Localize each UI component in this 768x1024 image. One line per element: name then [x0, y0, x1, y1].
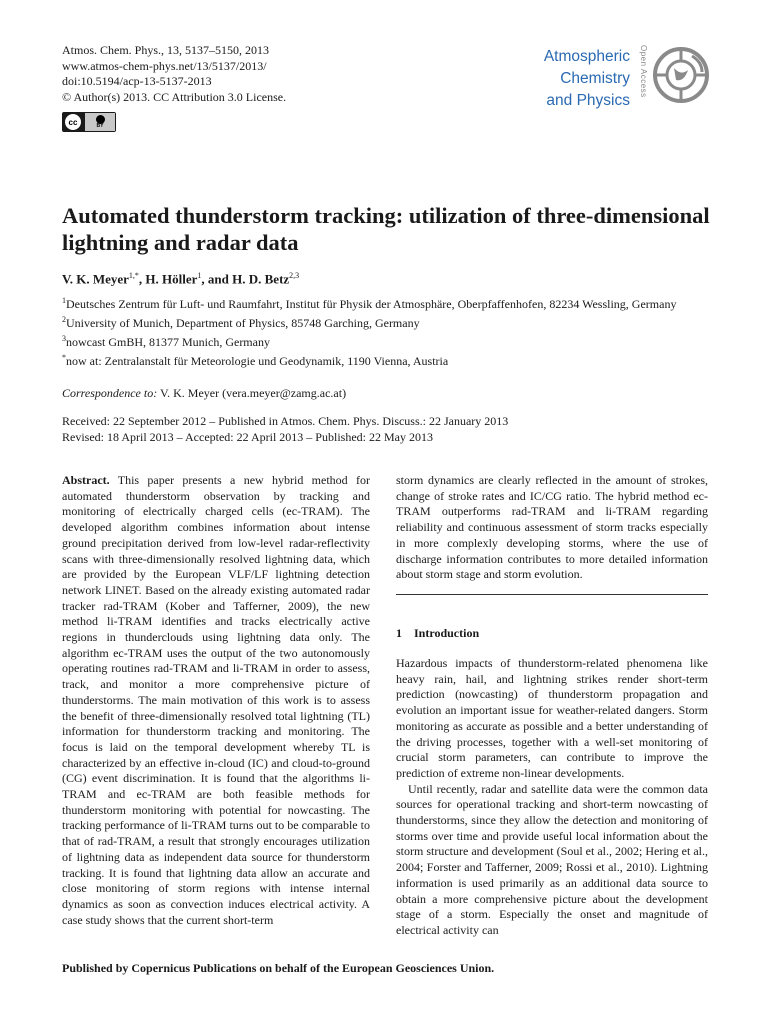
publication-dates [62, 414, 508, 445]
logo-line-1: Atmospheric [543, 48, 630, 65]
abstract-label: Abstract. [62, 473, 110, 487]
author-separator: , [138, 271, 146, 287]
author-affil-mark: 1,* [128, 271, 139, 280]
author-name: H. Höller [145, 271, 198, 287]
affiliation-text: nowcast GmBH, 81377 Munich, Germany [66, 335, 270, 349]
affiliation-mark: * [62, 353, 66, 362]
affiliation [62, 312, 712, 331]
section-heading [396, 626, 479, 641]
author-affil-mark: 2,3 [289, 271, 300, 280]
abstract-text: This paper presents a new hybrid method for automated thunderstorm observation by tracking and monitoring of electrically charged cells (ec-TRAM). The developed algorithm combines information about intense ground precipitation derived from low-level radar-reflectivity scans with three-dimensionally resolved lightning data, which are provided by the European VLF/LF lightning detection network LINET. Based on the already existing automated radar tracker rad-TRAM (Kober and Tafferner, 2009), the new method li-TRAM identifies and tracks electrically active regions in thunderclouds using lightning data only. The algorithm ec-TRAM uses the output of the two autonomously operating routines rad-TRAM and li-TRAM in order to assess, track, and monitor a more comprehensive picture of thunderstorms. The main motivation of this work is to assess the benefit of three-dimensionally resolved total lightning (TL) information for thunderstorm tracking and monitoring. The focus is laid on the temporal development whereby TL is characterized by an effective in-cloud (IC) and cloud-to-ground (CG) event discrimination. It is found that the algorithms li-TRAM and ec-TRAM are both feasible methods for thunderstorm monitoring with potential for nowcasting. The tracking performance of li-TRAM turns out to be comparable to that of rad-TRAM, a result that strongly encourages utilization of lightning data as independent data source for thunderstorm tracking. It is found that lightning data allow an accurate and close monitoring of storm regions with intense internal dynamics as soon as convection induces electrical activity. A case study shows that the current short-term [62, 473, 370, 927]
abstract-continued [396, 473, 708, 583]
introduction-body [396, 656, 708, 939]
abstract [62, 473, 370, 928]
paper-title: Automated thunderstorm tracking: utilization of three-dimensional lightning and radar data [62, 203, 710, 255]
author-affil-mark: 1 [197, 271, 202, 280]
journal-logo-text[interactable] [544, 46, 630, 112]
author-separator: , and [201, 271, 233, 287]
logo-line-3: and Physics [546, 92, 630, 109]
affiliation [62, 293, 712, 312]
by-label: BY [96, 123, 104, 129]
open-access-label: Open Access [639, 45, 648, 98]
journal-doi[interactable]: doi:10.5194/acp-13-5137-2013 [62, 74, 212, 88]
correspondence-label: Correspondence to: [62, 386, 158, 400]
journal-url[interactable]: www.atmos-chem-phys.net/13/5137/2013/ [62, 58, 267, 73]
globe-logo-icon [652, 46, 710, 104]
affiliation-text: now at: Zentralanstalt für Meteorologie und Geodynamik, 1190 Vienna, Austria [66, 354, 449, 368]
cc-icon: cc [65, 114, 81, 130]
journal-license: © Author(s) 2013. CC Attribution 3.0 License. [62, 89, 287, 104]
by-icon [85, 113, 115, 131]
section-title: Introduction [414, 626, 480, 640]
publisher-footer: Published by Copernicus Publications on behalf of the European Geosciences Union. [62, 961, 495, 975]
correspondence [62, 386, 346, 401]
abstract-continued-text: storm dynamics are clearly reflected in the amount of strokes, change of stroke rates and IC/CG ratio. The hybrid method ec-TRAM outperforms rad-TRAM and li-TRAM regarding reliability and continuous assessment of storm tracks especially in more complexly developing storms, where the use of discharge information contributes to more detailed information about storm stage and storm evolution. [396, 473, 708, 582]
affiliation-list [62, 293, 712, 369]
affiliation [62, 331, 712, 350]
journal-meta [62, 43, 286, 105]
affiliation-mark: 2 [62, 315, 66, 324]
correspondence-text[interactable]: V. K. Meyer (vera.meyer@zamg.ac.at) [157, 386, 347, 400]
journal-citation: Atmos. Chem. Phys., 13, 5137–5150, 2013 [62, 43, 270, 57]
logo-line-2: Chemistry [560, 70, 630, 87]
dates-line-1: Received: 22 September 2012 – Published in Atmos. Chem. Phys. Discuss.: 22 January 2013 [62, 414, 509, 428]
affiliation-mark: 3 [62, 334, 66, 343]
affiliation-mark: 1 [62, 296, 66, 305]
author-name: V. K. Meyer [62, 271, 129, 287]
paragraph: Hazardous impacts of thunderstorm-related phenomena like heavy rain, hail, and lightning strikes render short-term prediction (nowcasting) of thunderstorm propagation and evolution an important issue for weather-related dangers. Storm monitoring as accurate as possible and a better understanding of the driving processes, together with a well-set monitoring of crucial storm parameters, can contribute to improve the prediction of extreme non-linear developments. [396, 656, 708, 780]
section-divider [396, 594, 708, 595]
author-name: H. D. Betz [232, 271, 290, 287]
affiliation [62, 350, 712, 369]
author-list [62, 271, 299, 287]
section-number: 1 [396, 626, 402, 640]
affiliation-text: Deutsches Zentrum für Luft- und Raumfahrt, Institut für Physik der Atmosphäre, Oberpfaffenhofen, 82234 Wessling, Germany [66, 297, 677, 311]
dates-line-2: Revised: 18 April 2013 – Accepted: 22 April 2013 – Published: 22 May 2013 [62, 429, 433, 444]
paragraph: Until recently, radar and satellite data were the common data sources for operational tracking and short-term nowcasting of thunderstorms, since they allow the detection and monitoring of storms over time and provide useful local information about the storm structure and development (Soul et al., 2002; Hering et al., 2004; Forster and Tafferner, 2009; Rossi et al., 2010). Lightning information is used primarily as an additional data source to obtain a more comprehensive picture about the development stage of a storm. Especially the onset and magnitude of electrical activity can [396, 781, 708, 937]
affiliation-text: University of Munich, Department of Physics, 85748 Garching, Germany [66, 316, 420, 330]
cc-by-badge[interactable] [62, 112, 116, 132]
